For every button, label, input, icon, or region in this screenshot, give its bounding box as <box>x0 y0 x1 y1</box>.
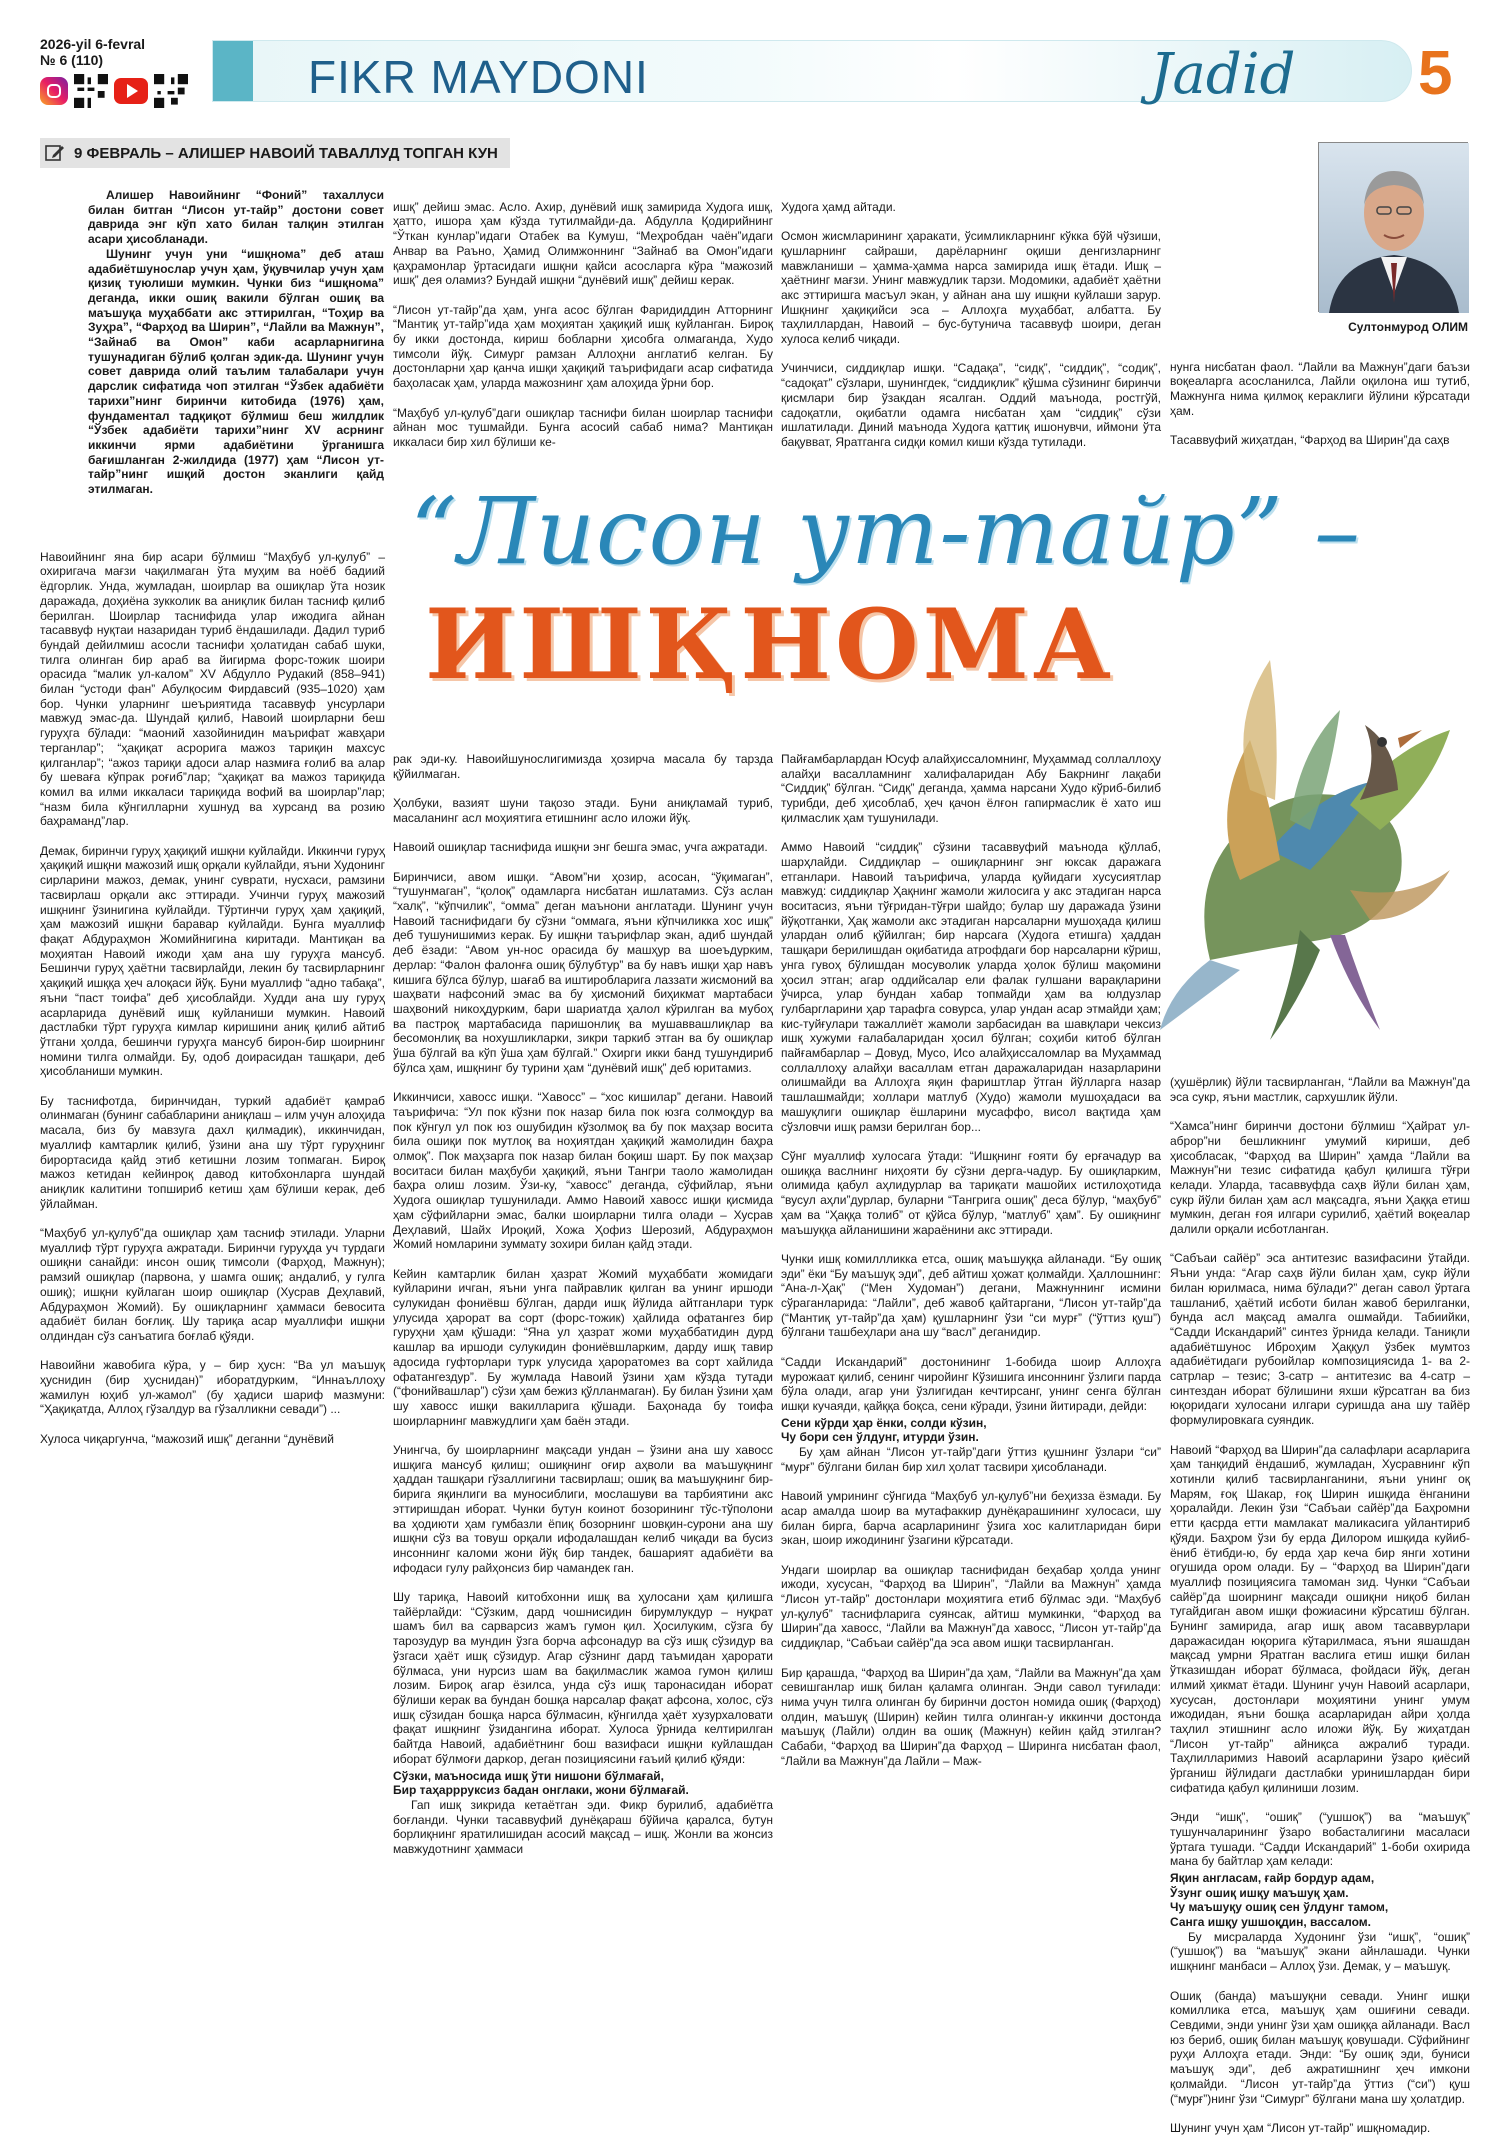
pencil-icon <box>40 138 70 168</box>
section-title: FIKR MAYDONI <box>308 51 649 103</box>
headline-line-2: ИШҚНОМА <box>425 588 1116 701</box>
page-number: 5 <box>1418 39 1453 108</box>
verse-line: Сўзки, маъносида ишқ ўти нишони бўлмағай, <box>393 1768 664 1783</box>
verse-line: Чу бори сен ўлдунг, итурди ўзин. <box>781 1430 979 1445</box>
column-1-lead <box>88 188 384 497</box>
rubric-bar <box>40 138 510 168</box>
column-3-top <box>781 185 1161 464</box>
verse-line: Ўзунг ошиқ ишқу маъшуқ ҳам. <box>1170 1885 1349 1900</box>
issue-number: № 6 (110) <box>40 52 104 68</box>
column-4-body <box>1170 1075 1470 2135</box>
issue-meta <box>40 36 200 68</box>
column-4-end-text: Бу мисраларда Худонинг ўзи “ишқ”, “ошиқ” (“ушшоқ”) ва “маъшуқ” экани айнлашади. Чунки ишқнинг манбаси – Аллоҳ ўзи. Демак, у – маъшуқ. Ошиқ (банда) маъшуқни севади. Унинг ишқи комиллика етса, маъшуқ ҳам ошиғини севади. Севдими, энди унинг ўзи ҳам ошиққа айланади. Васл юз бериб, ошиқ билан маъшуқ қовушади. Сўфийнинг руҳи Аллоҳга етади. Энди: “Бу ошиқ эди, буниси маъшуқ эди”, деб ажратишнинг ҳеч имкони қолмайди. “Лисон ут-тайр”да ўттиз (“си”) қуш (“мурғ”)нинг ўзи “Симург” бўлгани мана шу ҳолатдир. Шунинг учун ҳам “Лисон ут-тайр” ишқномадир. <box>1170 1929 1470 2135</box>
verse-line: Яқин англасам, ғайр бордур адам, <box>1170 1870 1375 1885</box>
youtube-icon[interactable] <box>114 78 148 104</box>
verse-line: Санга ишқу ушшоқдин, вассалом. <box>1170 1915 1371 1930</box>
column-3-end-text: Бу ҳам айнан “Лисон ут-тайр”даги ўттиз қушнинг ўзлари “си” “мурғ” бўлгани билан бир хил ҳолат тасвири ҳисобланади. Навоий умрининг сўнгида “Маҳбуб ул-қулуб”ни беҳизза ёзмади. Бу асар амалда шоир ва мутафаккир дунёқарашининг хулосаси, шу билан бирга, барча асарларининг ўзига хос калитларидан бири экан, шоир ижодининг ўзагини кўрсатади. Ундаги шоирлар ва ошиқлар таснифидан беҳабар ҳолда унинг ижоди, хусусан, “Фарҳод ва Ширин”, “Лайли ва Мажнун” ҳамда “Лисон ут-тайр” достонлари моҳиятига етиб бўлмас эди. “Маҳбуб ул-қулуб” таснифларига суянсак, айтиш мумкинки, “Фарҳод ва Ширин”да хавосс, “Лайли ва Мажнун”да хавосс, “Лисон ут-тайр”да сиддиқлар, “Сабъаи сайёр”да эса авом ишқи тасвирланган. Бир қарашда, “Фарҳод ва Ширин”да ҳам, “Лайли ва Мажнун”да ҳам севишганлар ишқ билан қаламга олинган. Энди савол туғилади: нима учун тилга олинган бу биринчи достон номида ошиқ (Фарҳод) олдин, маъшуқ (Ширин) кейин тилга олинган-у иккинчи достонда маъшуқ (Лайли) олдин ва ошиқ (Мажнун) кейин қайд этилган? Сабаби, “Фарҳод ва Ширин”да Фарҳод – Ширинга нисбатан фаол, “Лайли ва Мажнун”да Лайли – Маж- <box>781 1445 1161 1768</box>
lead-paragraph-2: Шунинг учун уни “ишқнома” деб аташ адабиётшунослар учун ҳам, ўқувчилар учун ҳам қизиқ туюлиши мумкин. Чунки биз “ишқнома” деганда, икки ошиқ вакили бўлган ошиқ ва маъшуқа муҳаббати акс эттирилган, “Тоҳир ва Зуҳра”, “Фарҳод ва Ширин”, “Лайли ва Мажнун”, “Зайнаб ва Омон” каби асарларнигина тушунадиган бўлиб қолган эдик-да. Шунинг учун совет даврида олий таълим талабалари учун дарслик сифатида чоп этилган “Ўзбек адабиёти тарихи”нинг биринчи китобида (1976) ҳам, фундаментал тадқиқот бўлмиш беш жилдлик “Ўзбек адабиёти тарихи”нинг XV асрнинг иккинчи ярми адабиётини ўрганишга бағишланган 2-жилдида (1977) ҳам “Лисон ут-тайр”нинг ишқий достон эканлиги қайд этилмаган. <box>88 246 384 497</box>
masthead <box>40 36 1472 112</box>
column-3-body-text: Пайғамбарлардан Юсуф алайҳиссаломнинг, Муҳаммад соллаллоҳу алайҳи васалламнинг халифаларидан Абу Бакрнинг лақаби “Сиддиқ” бўлган. “Сидқ” деганда, ҳамма нарсани Худо кўриб-билиб турибди, деб ҳисоблаб, ҳеч қачон ёлғон гапирмаслик ё хато иш қилмаслик ҳам тушунилади. Аммо Навоий “сиддиқ” сўзини тасаввуфий маънода қўллаб, шарҳлайди. Сиддиқлар – ошиқларнинг энг юксак даражага етганлари. Навоий таърифича, уларда қуйидаги хусусиятлар мавжуд: сиддиқлар Ҳақнинг жамоли жилосига у акс этадиган нарса воситасиз, яъни тўғридан-тўғри шайдо; булар шу даражада ўзини йўқотганки, Ҳақ жамоли акс этадиган нарсаларни мушоҳада қилиш улардан олиб қўйилган; бир нарсага (Худога етишга) ҳаддан ташқари берилишдан оқибатида атрофдаги бор нарсаларни кўриш, унга гувоҳ бўлишдан мосуволик уларда ҳолок бўлиш мақомини ҳосил этган; агар оддийсалар ели фалак гулшани варақларини ўчирса, улар бундан хабар топмайди ҳам ва юлдузлар гулбаргларини ҳар тарафга совурса, улар ундан асар этмайди ҳам; кис-туйғулари тажаллиёт жамоли зарбасидан ва шавқлари чексиз ишқ хужуми ғалабаларидан ҳосил бўлган; соҳиби китоб бўлган пайғамбарлар – Довуд, Мусо, Исо алайҳиссаломлар ва Муҳаммад соллаллоҳу алайҳи васаллам етган даражаларидан назарларини олишмайди ва Аллоҳга яқин фариштлар ўтган йўлларга назар ташлашмайди; холлари матлуб (Худо) жамоли мушоҳадаси ва машуқлиги ошиқлар ёшларини мусаффо, висол вақтида ҳам сўзловчи ишқ рамзи берилган бор... Сўнг муаллиф хулосага ўтади: “Ишқнинг ғояти бу ерғачадур ва ошиққа васлнинг ниҳояти бу сўзни дерга-чадур. Бу ошиқларким, олимида қабул аҳлидурлар ва тариқати машойих истилоҳотида “вусул аҳли”дурлар, буларни “Тангрига ошиқ” деса бўлур, “маҳбуб” ҳам ва “Ҳаққа толиб” от қўйса бўлур, “матлуб” ҳам”. Бу ошиқнинг маъшуққа айланишини жараёнини акс эттиради. Чунки ишқ комиллликка етса, ошиқ маъшуққа айланади. “Бу ошиқ эди” ёки “Бу маъшуқ эди”, деб айтиш ҳожат қолмайди. Ҳаллошнинг: “Ана-л-Ҳақ” (“Мен Худоман”) дегани, Мажнуннинг исмини сўраганларида: “Лайли”, деб жавоб қайтаргани, “Лисон ут-тайр”да (“Мантиқ ут-тайр”да ҳам) қушларнинг ўзи “си мурғ” (“ўттиз қуш”) бўлгани ташбеҳлари ана шу “васл” деганидир. “Садди Искандарий” достонининг 1-бобида шоир Аллоҳга мурожаат қилиб, сенинг чиройинг Кўзишига инсоннинг ўзлиги парда бўла олади, агар уни ўзлигидан кечтирсанг, унинг сенга бўлган ишқи кучаяди, қайққа боқса, сени кўради, ўзини йитиради, дейди: <box>781 752 1161 1413</box>
verse-line: Бир таҳаррруксиз бадан онглаки, жони бўлмағай. <box>393 1783 689 1798</box>
column-2-top <box>393 185 773 464</box>
qr-code-icon[interactable] <box>154 74 188 108</box>
column-2-top-text: ишқ” дейиш эмас. Асло. Ахир, дунёвий ишқ замирида Худога ишқ, ҳатто, ишора ҳам кўзда тутилмайди-да. Абдулла Қодирийнинг “Ўткан кунлар”идаги Отабек ва Кумуш, “Меҳробдан чаён”идаги Анвар ва Раъно, Ҳамид Олимжоннинг “Зайнаб ва Омон”идаги қаҳрамонлар ўртасидаги ишқни қайси асосларга кўра “мажозий ишқ” дея оламиз? Бундай ишқни “дунёвий ишқ” дейиш керак. “Лисон ут-тайр”да ҳам, унга асос бўлган Фаридиддин Атторнинг “Мантиқ ут-тайр”ида ҳам моҳиятан ҳақиқий ишқ куйланган. Бироқ бу икки достонда, кириш бобларни ҳисобга олмаганда, Худо тимсоли йўқ. Симург рамзан Аллоҳни англатиб келган. Бу достонларни ҳар қанча ишқи ҳақиқий таърифидаги асар сифатида баҳоласак ҳам, уларда мажознинг ҳам алоҳида ўрни бор. “Маҳбуб ул-қулуб”даги ошиқлар таснифи билан шоирлар таснифи айнан мос тушмайди. Бунга асосий сабаб нима? Мантиқан иккаласи бир хил бўлиши ке- <box>393 199 773 449</box>
lead-paragraph-1: Алишер Навоийнинг “Фоний” тахаллуси билан битган “Лисон ут-тайр” достони совет даврида энг кўп хато билан талқин этилган асари ҳисобланади. <box>88 188 384 247</box>
verse-line: Сени кўрди ҳар ёнки, солди кўзин, <box>781 1415 987 1430</box>
bird-illustration <box>1150 630 1480 1050</box>
headline-line-1: “Лисон ут-тайр” – <box>410 478 1362 585</box>
column-2-body-text: рак эди-ку. Навоийшунослигимизда ҳозирча масала бу тарзда қўйилмаган. Ҳолбуки, вазият шуни тақозо этади. Буни аниқламай туриб, масаланинг асл моҳиятига етишнинг асло иложи йўқ. Навоий ошиқлар таснифида ишқни энг бешга эмас, учга ажратади. Биринчиси, авом ишқи. “Авом”ни ҳозир, асосан, “ўқимаган”, “тушунмаган”, “қолоқ” одамларга нисбатан ишлатамиз. Сўз аслан “халқ”, “кўпчилик”, “омма” деган маънони англатади. Шунинг учун Навоий таснифидаги бу сўзни “оммага, яъни кўпчиликка хос ишқ” деб тушунишимиз керак. Бу ишқни таърифлар экан, адиб шундай деб ёзади: “Авом ун-нос орасида бу машҳур ва шоеъдурким, дерлар: “Фалон фалонға ошиқ бўлубтур” ва бу навъ ишқи ҳар навъ кишига бўлса бўлур, шағаб ва иштиробларига лаззати жисмоний ва шаҳвати нафсоний эмас ва бу ҳисмоний биҳикмат мартабаси шаҳвоний никоҳдурким, бари шариатда ҳалол кўрилган ва мубоҳ ва пастроқ мартабасида паришонлиқ ва мушаввашлиқлар ва бесомонлиқ ва нохушликларки, зикри таркиб этган ва бу ошиқлар ўша бўлгай ва кўп ўша ҳам бўлгай.” Охирги икки банд тушундириб бўлса ҳам, ишқнинг бу турини ҳам “дунёвий ишқ” деб юритамиз. Иккинчиси, хавосс ишқи. “Хавосс” – “хос кишилар” дегани. Навоий таърифича: “Ул пок кўзни пок назар била пок юзга солмоқдур ва пок кўнгул ул пок юз ошубидин кўзолмоқ ва бу пок маҳзар восита била ошиқи пок мутлоқ ва ноҳиятдан ҳақиқий жамолидин баҳра олмоқ”. Пок маҳзарга пок назар билан боқиш шарт. Бу пок маҳзар воситаси билан маҳбуби ҳақиқий, яъни Тангри таоло жамолидан баҳра олиш лозим. Ўзи-ку, “хавосс” деганда, сўфийлар, яъни Худога ошиқлар тушунилади. Аммо Навоий хавосс ишқи қисмида ҳам сўфийларни эмас, балки шоирларни тилга олади – Хусрав Деҳлавий, Шайх Ироқий, Хожа Ҳофиз Шерозий, Абдураҳмон Жомий номларини зуммату зохири билан қайд этади. Кейин камтарлик билан ҳазрат Жомий муҳаббати жомидаги куйларини ичган, яъни унга пайравлик қилган ва унинг иршоди сулукидан фониёвш бўлган, дарди ишқ йўлида айтганлари турк улусида ҳарорат ва сорт (форс-тожик) ҳайлида офатангез бир гуруҳни ҳам қўшади: “Яна ул ҳазрат жоми муҳаббатидин дурд кашлар ва иршоди сулукидин фониёвшларким, дарду ишқ тавир адосида гуфторлари турк улусида ҳароратомез ва сорт хайлида офатангездур”. Бу жумлада Навоий ўзини ҳам кўзда тутади (“фонийвашлар”) сўзи ҳам бежиз қўлланмаган). Бу билан ўзини ҳам шу хавосс ишқи вакилларига қўшади. Баҳонада бу тоифа шоирларнинг мавжудлиги ҳам баён этади. Унингча, бу шоирларнинг мақсади ундан – ўзини ана шу хавосс ишқига мансуб қилиш; ошиқнинг оғир аҳволи ва маъшуқнинг ҳаддан ташқари гўзаллигини тасвирлаш; ошиқ ва маъшуқнинг бир-бирига яқинлиги ва муносиблиги, мослашуви ва тарбиятини акс эттиришдан иборат. Чунки бутун коинот бозорининг тўс-тўполони ва ҳодиюти ҳам гумбазли ёпиқ бозорнинг шовқин-сурони ана шу ишқни сўз ва товуш орқали ифодалашдан келиб чиқади ва бусиз инсоннинг каломи жони йўқ бир тандек, башарият адабиёти ва ифодаси гулу райҳонсиз бир чамандек ган. Шу тариқа, Навоий китобхонни ишқ ва ҳулосани ҳам қилишга тайёрлайди: “Сўзким, дард чошнисидин бирумлукдур – нуқрат шамъ бил ва сарварсиз жамъ гумон қил. Ҳосилуким, сўзга бу тарозудур ва мундин ўзга борча афсонадур ва сўз ишқ сўзидур ва ўзгаси ҳаёт ишқ сўзидур. Агар сўзнинг дард таъмидан ҳарорати бўлмаса, уни нурсиз шам ва бақилмаслик жамоа гумон қилиш лозим. Бироқ агар ёзилса, унда сўз ишқ таронасидан иборат бўлиши керак ва бундан бошқа нарсалар фақат афсона, холос, сўз ишқ сўзидан бошқа нарса бўлмасин, кўнгилда ҳаёт хузурхаловати фақат ишқнинг ўзидангина иборат. Хулоса ўрнида келтирилган байтда Навоий, адабиётнинг бош вазифаси ишқни куйлашдан иборат бўлмоғи даркор, деган позициясини ғаъий қилиб қўяди: <box>393 752 773 1766</box>
column-2-body <box>393 752 773 2057</box>
verse-line: Чу маъшуқу ошиқ сен ўлдунг тамом, <box>1170 1900 1389 1915</box>
column-1-body <box>40 535 385 2055</box>
qr-code-icon[interactable] <box>74 74 108 108</box>
column-4-top-text: нунга нисбатан фаол. “Лайли ва Мажнун”даги баъзи воқеаларга асосланилса, Лайли оқилона иш тутиб, Мажнунга нима қилмоқ кераклиги йўлини кўрсатади ҳам. Тасаввуфий жиҳатдан, “Фарҳод ва Ширин”да саҳв <box>1170 359 1470 448</box>
instagram-icon[interactable] <box>40 77 68 105</box>
column-4-body-text: (ҳушёрлик) йўли тасвирланган, “Лайли ва Мажнун”да эса сукр, яъни мастлик, сархушлик йўли. “Хамса”нинг биринчи достони бўлмиш “Ҳайрат ул-аброр”ни бешликнинг умумий кириши, деб ҳисобласак, “Фарҳод ва Ширин” ҳамда “Лайли ва Мажнун”ни тезис сифатида қабул қилишга тўғри келади. Уларда, тасаввуфда саҳв йўли билан ҳам, сукр йўли билан ҳам асл мақсадга, яъни Ҳаққа етиш мумкин, деган ғоя илгари сурилиб, ҳаётий воқеалар далили орқали исботланган. “Сабъаи сайёр” эса антитезис вазифасини ўтайди. Яъни унда: “Агар саҳв йўли билан ҳам, сукр йўли билан юрилмаса, нима бўлади?” деган савол ўртага ташланиб, ҳаётий исботи билан жавоб берилганки, бунда асл мақсад амалга ошмайди. Табиийки, “Садди Искандарий” синтез ўрнида келади. Таниқли адабиётшунос Иброҳим Ҳаққул ўзбек мумтоз адабиётидаги рубоийлар композициясида 1- ва 2-сатрлар – тезис; 3-сатр – антитезис ва 4-сатр – синтездан иборат бўлишини яхши кўрсатган ва биз юқоридаги хулосани илгари суришда ана шу тайёр формулировкага суяндик. Навоий “Фарҳод ва Ширин”да салафлари асарларига ҳам танқидий ёндашиб, жумладан, Хусравнинг кўп хотинли қилиб тасвирланганини, яъни унинг оқ Марям, ғоқ Шакар, ғоқ Ширин ишқида ёнганини ҳоралайди. Лекин ўзи “Сабъаи сайёр”да Баҳромни етти қасрда етти мамлакат маликасига уйлантириб қўяди. Баҳром ўзи бу ерда Дилором ишқида куйиб-ёниб ётибди-ю, бу ерда ҳар кеча бир янги хотини огушида ором олади. Бу – “Фарҳод ва Ширин”даги муаллиф позициясига тамоман зид. Чунки “Сабъаи сайёр”да шоирнинг мақсади ошиқни ниқоб билан тугайдиган авом ишқи фожиасини кўрсатиш бўлган. Бунинг замирида, агар ишқ авом тасаввурлари даражасидан юқорига кўтарилмаса, яъни яшашдан мақсад умрни Яратган васлига етиш ишқи билан ўтказишдан иборат бўлмаса, фойдаси йўқ, деган илмий ҳикмат ётади. Шунинг учун Навоий асарлари, хусусан, достонлари моҳиятини унинг умум ижодидан, яъни бошқа асарларидан айри ҳолда таҳлил этишнинг асло иложи йўқ. Бу жиҳатдан “Лисон ут-тайр” айниқса ажралиб туради. Таҳлилларимиз Навоий асарларини ўзаро қиёсий ўрганиш йўлидаги дастлабки уринишлардан бири сифатида қабул қилиниши лозим. Энди “ишқ”, “ошиқ” (“ушшоқ”) ва “маъшуқ” тушунчаларининг ўзаро вобасталигини масаласи ўртага тушади. “Садди Искандарий” 1-боби охирида мана бу байтлар ҳам келади: <box>1170 1075 1470 1869</box>
rubric-title: 9 ФЕВРАЛЬ – АЛИШЕР НАВОИЙ ТАВАЛЛУД ТОПГАН КУН <box>74 144 498 162</box>
column-1-body-text: Навоийнинг яна бир асари бўлмиш “Маҳбуб ул-қулуб” – охиригача мағзи чақилмаган ўта муҳим ва ноёб бадиий ёдгорлик. Унда, жумладан, шоирлар ва ошиқлар ўта нозик даражада, доҳиёна зукколик ва аниқлик билан тасниф қилиб берилган. Шоирлар таснифида улар ижодига айнан тасаввуф нуқтаи назаридан туриб ёндашилади. Дадил туриб бундай дейилмиш асосли таснифи ҳолатидан сабаб шуки, тилга олинган бир араб ва йигирма форс-тожик шоири орасида “малик ул-калом” ХV Абдулло Рудакий (858–941) билан “устоди фан” Абулқосим Фирдавсий (935–1020) ҳам бор. Чунки уларнинг шеъриятида тасаввуф унсурлари мавжуд эмас-да. Шундай қилиб, Навоий шоирларни беш гуруҳга бўлади: “маоний хазойинидин маърифат жавҳари терганлар”; “ҳақиқат асрорига мажоз тариқин махсус қилганлар”; “ажоз тариқи адоси алар назмиға ғолиб ва алар бу шеваға кўпрак роғиб”лар; “ҳақиқат ва мажоз тариқида комил ва илми иккаласи тариқида вофий ва шоирлар”лар; “назм била кўнгилларни хушнуд ва хурсанд ва розию баҳраманд”лар. Демак, биринчи гуруҳ ҳақиқий ишқни куйлайди. Иккинчи гуруҳ ҳақиқий ишқни мажозий ишқ орқали куйлайди, яъни Худонинг сирларини мажоз, демак, унинг суврати, нусхаси, рамзини тасвирлаш орқали акс эттиради. Учинчи гуруҳ мажозий ишқнинг ўзинигина куйлайди. Тўртинчи гуруҳ ҳам ҳақиқий, ҳам мажозий ишқни баравар куйлайди. Бунга муаллиф фақат Абдураҳмон Жомийнигина киритади. Мантиқан ва моҳиятан Навоий ижоди ҳам ана шу гуруҳга мансуб. Бешинчи гуруҳ ҳаётни тасвирлайди, лекин бу тасвирларнинг ҳақиқий ишққа ҳеч алоқаси йўқ. Буни муаллиф “адно табақа”, яъни “паст тоифа” деб ҳисоблайди. Худди ана шу гуруҳ асарларида дунёвий ишқ куйланиши мумкин. Навоий дастлабки тўрт гуруҳга кимлар киришини аниқ қилиб айтиб ўтгани ҳолда, бешинчи гуруҳга мансуб бирон-бир шоирнинг номини тилга олмайди. Бу, одоб доирасидан ташқари, деб ҳисобланиши мумкин. Бу таснифотда, биринчидан, туркий адабиёт қамраб олинмаган (бунинг сабабларини аниқлаш – илм учун алоҳида масала, биз бу мавзуга дахл қилмадик), иккинчидан, муаллиф камтарлик қилиб, ўзини ана шу тўрт гуруҳнинг бирортасида қайд этиб кетишни лозим топмаган. Бироқ мажоз кетидан кейинроқ давод китобхонларга шундай аниқлик калитини топшириб кетиш ҳам бўлиши керак, деб ўйлайман. “Маҳбуб ул-қулуб”да ошиқлар ҳам тасниф этилади. Уларни муаллиф тўрт гуруҳга ажратади. Биринчи гуруҳда уч турдаги ошиқни санайди: инсон ошиқ тимсоли (Фарҳод, Мажнун); рамзий ошиқлар (парвона, у шамга ошиқ; андалиб, у гулга ошиқ); ишқни куйлаган шоир ошиқлар (Хусрав Деҳлавий, Абдураҳмон Жомий). Бу ошиқларнинг ҳаммаси бевосита адабиёт билан боғлиқ. Шу тариқа асар муаллифи ишқни олдиндан сўз санъатига боғлаб қўяди. Навоийни жавобига кўра, у – бир ҳусн: “Ва ул маъшуқ ҳуснидин (бир ҳуснидан)” иборатдурким, “Иннаъллоҳу жамилун юҳиб ул-жамол” (бу ҳадиси шариф мазмуни: “Ҳақиқатда, Аллоҳ гўзалдур ва гўзалликни севади”) ... Хулоса чиқаргунча, “мажозий ишқ” деганни “дунёвий <box>40 549 385 1446</box>
social-icons <box>40 74 188 108</box>
author-photo <box>1318 142 1468 312</box>
issue-date: 2026-yil 6-fevral <box>40 36 146 52</box>
column-3-top-text: Худога ҳамд айтади. Осмон жисмларининг ҳаракати, ўсимликларнинг кўкка бўй чўзиши, қушларнинг сайраши, дарёларнинг оқиши денгизларнинг мавжланиши – ҳамма-ҳамма нарса замирида ишқ ётади. Ишқ – ҳаётнинг мағзи. Унинг мавжудлик тарзи. Модомики, адабиёт ҳаётни акс эттиришга масъул экан, у айнан ана шу ишқни куйлаши зарур. Ишқнинг ҳақиқийси эса – Аллоҳга муҳаббат, албатта. Бу таҳлиллардан, Навоий – бус-бутунича тасаввуф шоири, деган хулоса келиб чиқади. Учинчиси, сиддиқлар ишқи. “Садақа”, “сидқ”, “сиддиқ”, “содиқ”, “садоқат” сўзлари, шунингдек, “сиддиқлик” қўшма сўзининг биринчи қисмлари бир ўзакдан ясалган. Оддий маънода, ростгўй, садоқатли, оқибатли одамга нисбатан ҳам “сиддиқ” сўзи ишлатилади. Диний маънода Худога қаттиқ ишонувчи, иймони ўта бақувват, Яратганга сидқи комил киши кўзда тутилади. <box>781 199 1161 449</box>
column-3-body <box>781 752 1161 2057</box>
column-2-end-text: Гап ишқ зикрида кетаётган эди. Фикр бурилиб, адабиётга боғланди. Чунки тасаввуфий дунёқараш бўйича қаралса, бутун борлиқнинг яратилишидан асосий мақсад – ишқ. Жонли ва жонсиз мавжудотнинг ҳаммаси <box>393 1797 773 1857</box>
author-name: Султонмурод ОЛИМ <box>1348 320 1468 334</box>
column-4-top <box>1170 345 1470 463</box>
newspaper-brand: Jadid <box>1150 42 1296 107</box>
